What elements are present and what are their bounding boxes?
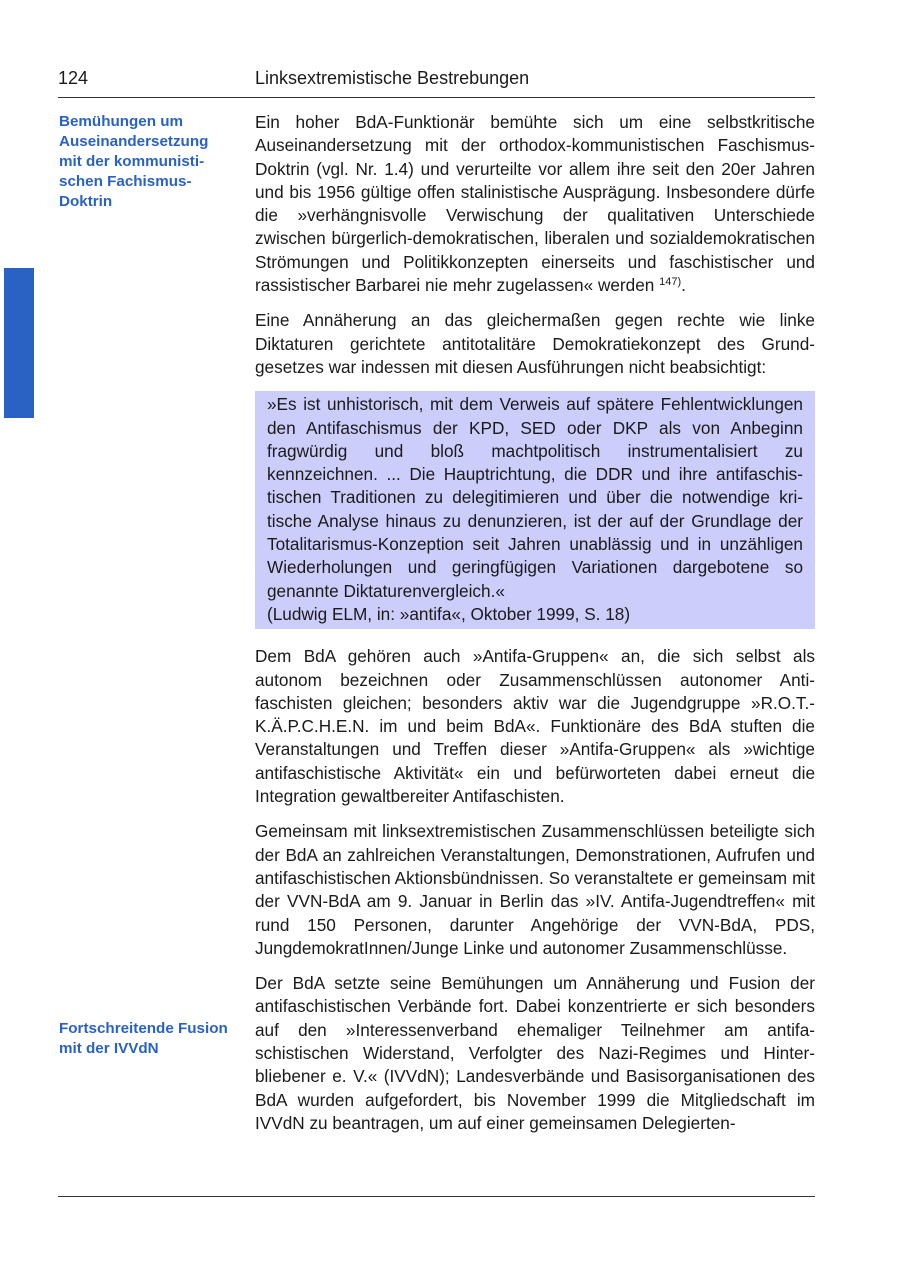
quote-text: »Es ist unhistorisch, mit dem Verweis auf spätere Fehlentwicklungen den Antifaschismus der KPD, SED oder DKP als von Anbeginn fragwürdig und bloß machtpolitisch instrumentalisiert zu kennzeichnen. ... Die Hauptrichtung, die DDR und ihre antifaschistischen Traditionen zu delegitimieren und über die notwendige kritische Analyse hinaus zu denunzieren, ist der auf der Grundlage der Totalitarismus-Konzeption seit Jahren unablässig und in unzähligen Wiederholungen und geringfügigen Variationen dargebotene so genannte Diktaturenvergleich.« xyxy=(267,394,803,601)
paragraph-text: Ein hoher BdA-Funktionär bemühte sich um eine selbstkritische Auseinandersetzung mit der orthodox-kommunistischen Faschismus-Doktrin (vgl. Nr. 1.4) und verurteilte vor allem ihre seit den 20er Jahren und bis 1956 gültige offen stalinistische Ausprägung. Insbesondere dürfe die »verhängnisvolle Verwischung der qualitativen Unterschiede zwischen bürgerlich-demokratischen, liberalen und sozialdemokratischen Strömungen und Politikkonzepten einerseits und faschistischer und rassistischer Barbarei nie mehr zugelassen« werden xyxy=(255,112,815,296)
blockquote xyxy=(255,391,815,629)
page-number: 124 xyxy=(58,68,89,88)
quote-source: (Ludwig ELM, in: »antifa«, Oktober 1999, S. 18) xyxy=(267,603,631,624)
header-divider xyxy=(58,97,815,98)
body-paragraph-5: Der BdA setzte seine Bemühungen um Annäherung und Fusion der antifaschistischen Verbände fort. Dabei konzentrierte er sich besonders auf den »Interessenverband ehemaliger Teilnehmer am antifaschistischen Widerstand, Verfolgter des Nazi-Regimes und Hinterbliebener e. V.« (IVVdN); Landesverbände und Basisorganisationen des BdA wurden aufgefordert, bis November 1999 die Mitgliedschaft im IVVdN zu beantragen, um auf einer gemeinsamen Delegierten- xyxy=(255,973,815,1133)
paragraph-end: . xyxy=(681,275,686,296)
footer-divider xyxy=(58,1196,815,1197)
body-paragraph-3: Dem BdA gehören auch »Antifa-Gruppen« an, die sich selbst als autonom bezeichnen oder Zusammenschlüssen autonomer Antifaschisten gleichen; besonders aktiv war die Jugendgruppe »R.O.T.-K.Ä.P.C.H.E.N. im und beim BdA«. Funktionäre des BdA stuften die Veranstaltungen und Treffen dieser »Antifa-Gruppen« als »wichtige antifaschistische Aktivität« ein und befürworteten dabei erneut die Integration gewaltbereiter Antifaschisten. xyxy=(255,646,815,807)
chapter-side-tab xyxy=(4,268,34,418)
running-title: Linksextremistische Bestrebungen xyxy=(255,68,530,88)
page-header xyxy=(58,66,815,98)
body-paragraph-2: Eine Annäherung an das gleichermaßen gegen rechte wie linke Diktaturen gerichtete antitotalitäre Demokratiekonzept des Grundgesetzes war indessen mit diesen Ausführungen nicht beabsichtigt: xyxy=(255,310,815,377)
margin-note-fusion-ivvdn: Fortschreitende Fusion mit der IVVdN xyxy=(59,1020,228,1057)
footnote-marker: 147) xyxy=(659,276,682,289)
body-paragraph-1 xyxy=(255,111,815,297)
margin-note-fachismus-doktrin: Bemühungen um Auseinandersetzung mit der kommunisti-schen Fachismus-Doktrin xyxy=(59,113,209,210)
body-paragraph-4: Gemeinsam mit linksextremistischen Zusammenschlüssen beteiligte sich der BdA an zahlreichen Veranstaltungen, Demonstrationen, Aufrufen und antifaschistischen Aktionsbündnissen. So veranstaltete er gemeinsam mit der VVN-BdA am 9. Januar in Berlin das »IV. Antifa-Jugendtreffen« mit rund 150 Personen, darunter Angehörige der VVN-BdA, PDS, JungdemokratInnen/Junge Linke und autonomer Zusammenschlüsse. xyxy=(255,821,815,958)
main-text-column xyxy=(255,111,815,1147)
